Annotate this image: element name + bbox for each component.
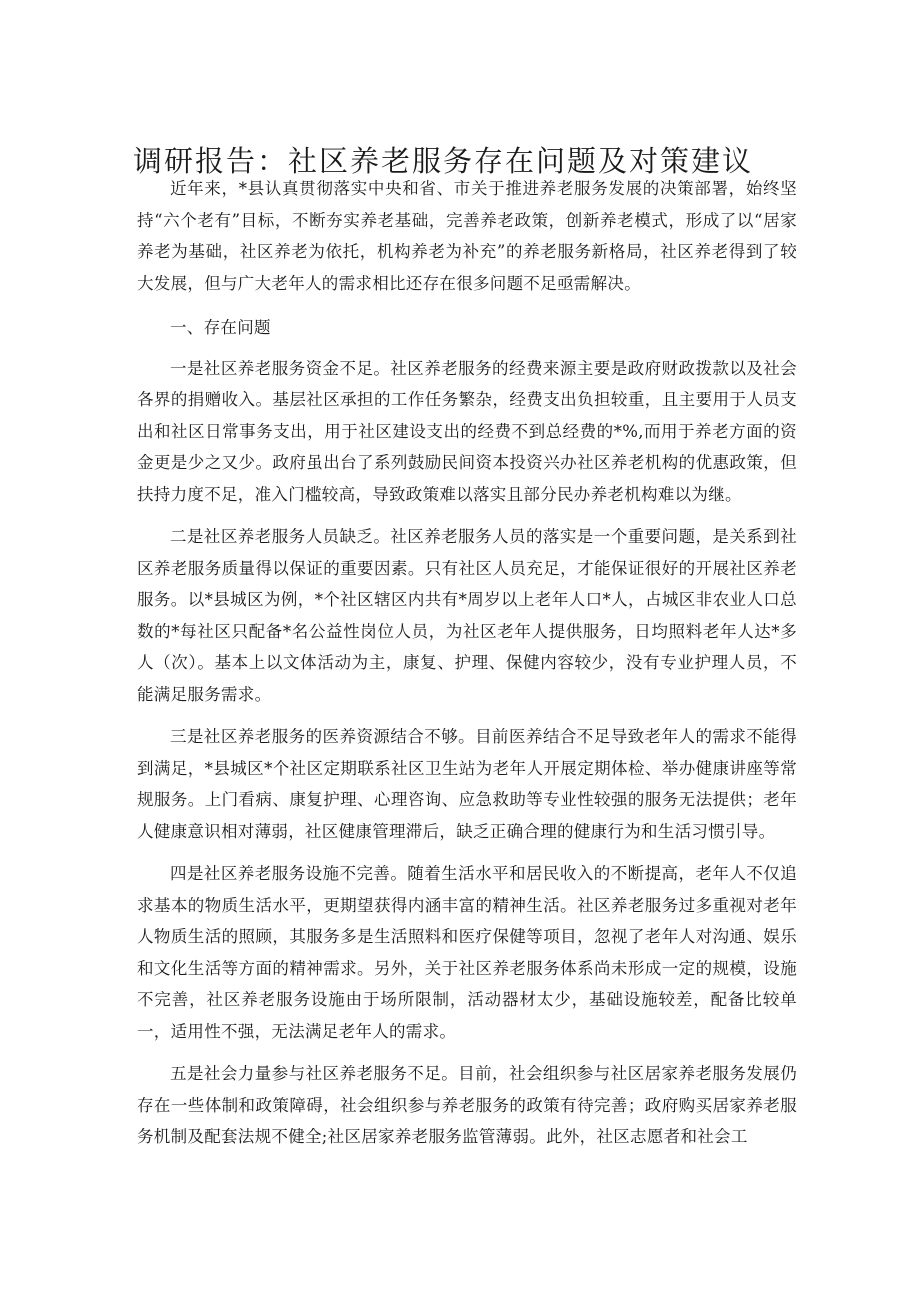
document-body [137,173,797,1153]
problem-paragraph-3: 三是社区养老服务的医养资源结合不够。目前医养结合不足导致老年人的需求不能得到满足，*县城区*个社区定期联系社区卫生站为老年人开展定期体检、举办健康讲座等常规服务。上门看病、康复护理、心理咨询、应急救助等专业性较强的服务无法提供；老年人健康意识相对薄弱，社区健康管理滞后，缺乏正确合理的健康行为和生活习惯引导。 [137,727,797,841]
problem-paragraph-2: 二是社区养老服务人员缺乏。社区养老服务人员的落实是一个重要问题，是关系到社区养老服务质量得以保证的重要因素。只有社区人员充足，才能保证很好的开展社区养老服务。以*县城区为例，*个社区辖区内共有*周岁以上老年人口*人，占城区非农业人口总数的*每社区只配备*名公益性岗位人员，为社区老年人提供服务，日均照料老年人达*多人（次）。基本上以文体活动为主，康复、护理、保健内容较少，没有专业护理人员，不能满足服务需求。 [137,527,797,704]
intro-paragraph: 近年来，*县认真贯彻落实中央和省、市关于推进养老服务发展的决策部署，始终坚持“六个老有”目标，不断夯实养老基础，完善养老政策，创新养老模式，形成了以“居家养老为基础，社区养老为依托，机构养老为补充”的养老服务新格局，社区养老得到了较大发展，但与广大老年人的需求相比还存在很多问题不足亟需解决。 [137,179,797,293]
problem-paragraph-4: 四是社区养老服务设施不完善。随着生活水平和居民收入的不断提高，老年人不仅追求基本的物质生活水平，更期望获得内涵丰富的精神生活。社区养老服务过多重视对老年人物质生活的照顾，其服务多是生活照料和医疗保健等项目，忽视了老年人对沟通、娱乐和文化生活等方面的精神需求。另外，关于社区养老服务体系尚未形成一定的规模，设施不完善，社区养老服务设施由于场所限制，活动器材太少，基础设施较差，配备比较单一，适用性不强，无法满足老年人的需求。 [137,864,797,1041]
section-heading: 一、存在问题 [170,318,271,337]
problem-paragraph-5: 五是社会力量参与社区养老服务不足。目前，社会组织参与社区居家养老服务发展仍存在一些体制和政策障碍，社会组织参与养老服务的政策有待完善；政府购买居家养老服务机制及配套法规不健全;社区居家养老服务监管薄弱。此外，社区志愿者和社会工 [137,1064,797,1146]
document-title: 调研报告：社区养老服务存在问题及对策建议 [133,144,754,178]
problem-paragraph-1: 一是社区养老服务资金不足。社区养老服务的经费来源主要是政府财政拨款以及社会各界的捐赠收入。基层社区承担的工作任务繁杂，经费支出负担较重，且主要用于人员支出和社区日常事务支出，用于社区建设支出的经费不到总经费的*%,而用于养老方面的资金更是少之又少。政府虽出台了系列鼓励民间资本投资兴办社区养老机构的优惠政策，但扶持力度不足，准入门槛较高，导致政策难以落实且部分民办养老机构难以为继。 [137,358,797,504]
